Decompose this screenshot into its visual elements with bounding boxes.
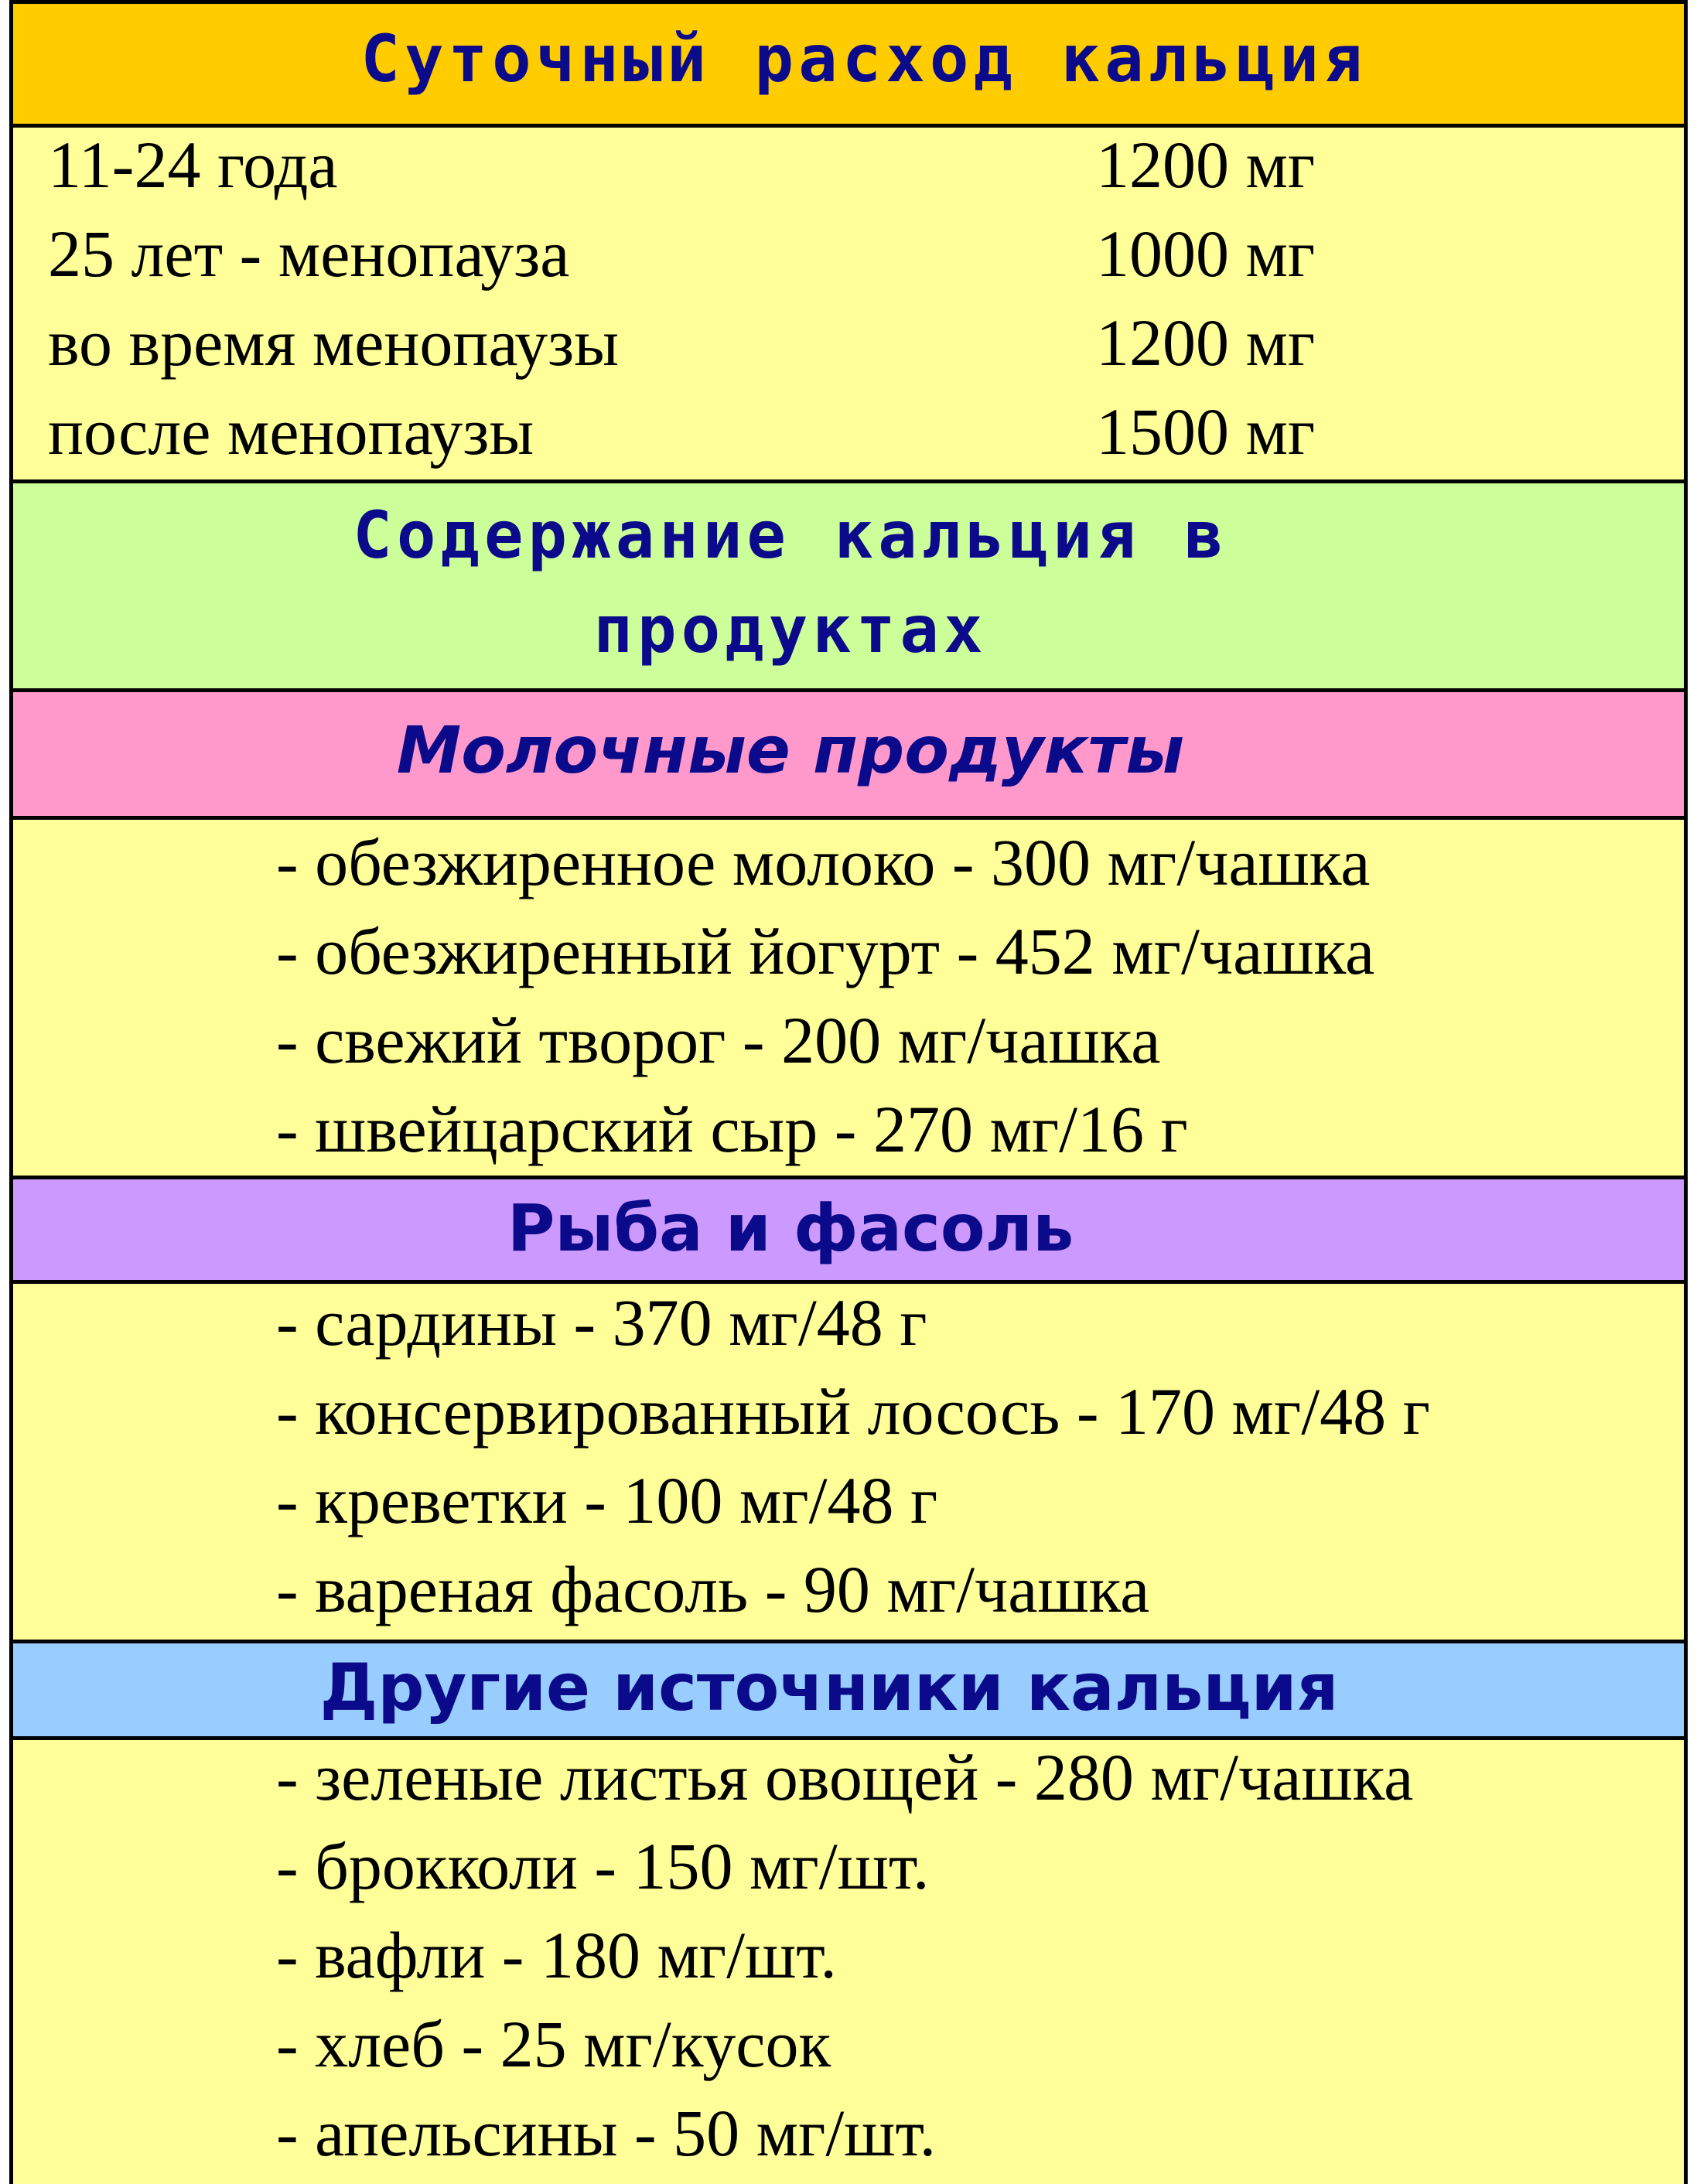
- daily-row-value: 1500 мг: [1096, 394, 1316, 469]
- dairy-title: Молочные продукты: [396, 712, 1185, 788]
- content-title-band: [13, 479, 1684, 688]
- fish-item: - консервированный лосось - 170 мг/48 г: [276, 1374, 1430, 1449]
- other-item: - вафли - 180 мг/шт.: [276, 1918, 837, 1992]
- other-items-band: [13, 1736, 1684, 2184]
- dairy-item: - обезжиренное молоко - 300 мг/чашка: [276, 825, 1371, 899]
- fish-title: Рыба и фасоль: [507, 1190, 1074, 1266]
- daily-row-value: 1200 мг: [1096, 305, 1316, 380]
- daily-row-group: во время менопаузы: [48, 305, 619, 380]
- dairy-item: - швейцарский сыр - 270 мг/16 г: [276, 1092, 1188, 1166]
- fish-title-band: [13, 1176, 1684, 1280]
- daily-rows-band: [13, 124, 1684, 479]
- dairy-items-band: [13, 816, 1684, 1176]
- daily-row-group: 25 лет - менопауза: [48, 217, 570, 291]
- daily-row-group: 11-24 года: [48, 128, 338, 202]
- fish-items-band: [13, 1280, 1684, 1640]
- other-item: - зеленые листья овощей - 280 мг/чашка: [276, 1740, 1414, 1814]
- dairy-title-band: [13, 688, 1684, 816]
- fish-item: - сардины - 370 мг/48 г: [276, 1285, 927, 1360]
- other-title: Другие источники кальция: [319, 1650, 1339, 1725]
- other-item: - брокколи - 150 мг/шт.: [276, 1829, 930, 1903]
- daily-title: Суточный расход кальция: [360, 21, 1368, 97]
- daily-row-group: после менопаузы: [48, 394, 534, 469]
- fish-item: - вареная фасоль - 90 мг/чашка: [276, 1552, 1150, 1626]
- calcium-table: [9, 0, 1688, 2184]
- other-item: - апельсины - 50 мг/шт.: [276, 2096, 937, 2170]
- other-item: - хлеб - 25 мг/кусок: [276, 2007, 831, 2081]
- daily-title-band: [13, 0, 1684, 124]
- dairy-item: - свежий творог - 200 мг/чашка: [276, 1003, 1161, 1077]
- fish-item: - креветки - 100 мг/48 г: [276, 1463, 938, 1537]
- dairy-item: - обезжиренный йогурт - 452 мг/чашка: [276, 914, 1375, 988]
- other-title-band: [13, 1640, 1684, 1736]
- content-title-line1: Содержание кальция в: [353, 497, 1228, 573]
- daily-row-value: 1200 мг: [1096, 128, 1316, 202]
- content-title-line2: продуктах: [593, 592, 988, 667]
- daily-row-value: 1000 мг: [1096, 217, 1316, 291]
